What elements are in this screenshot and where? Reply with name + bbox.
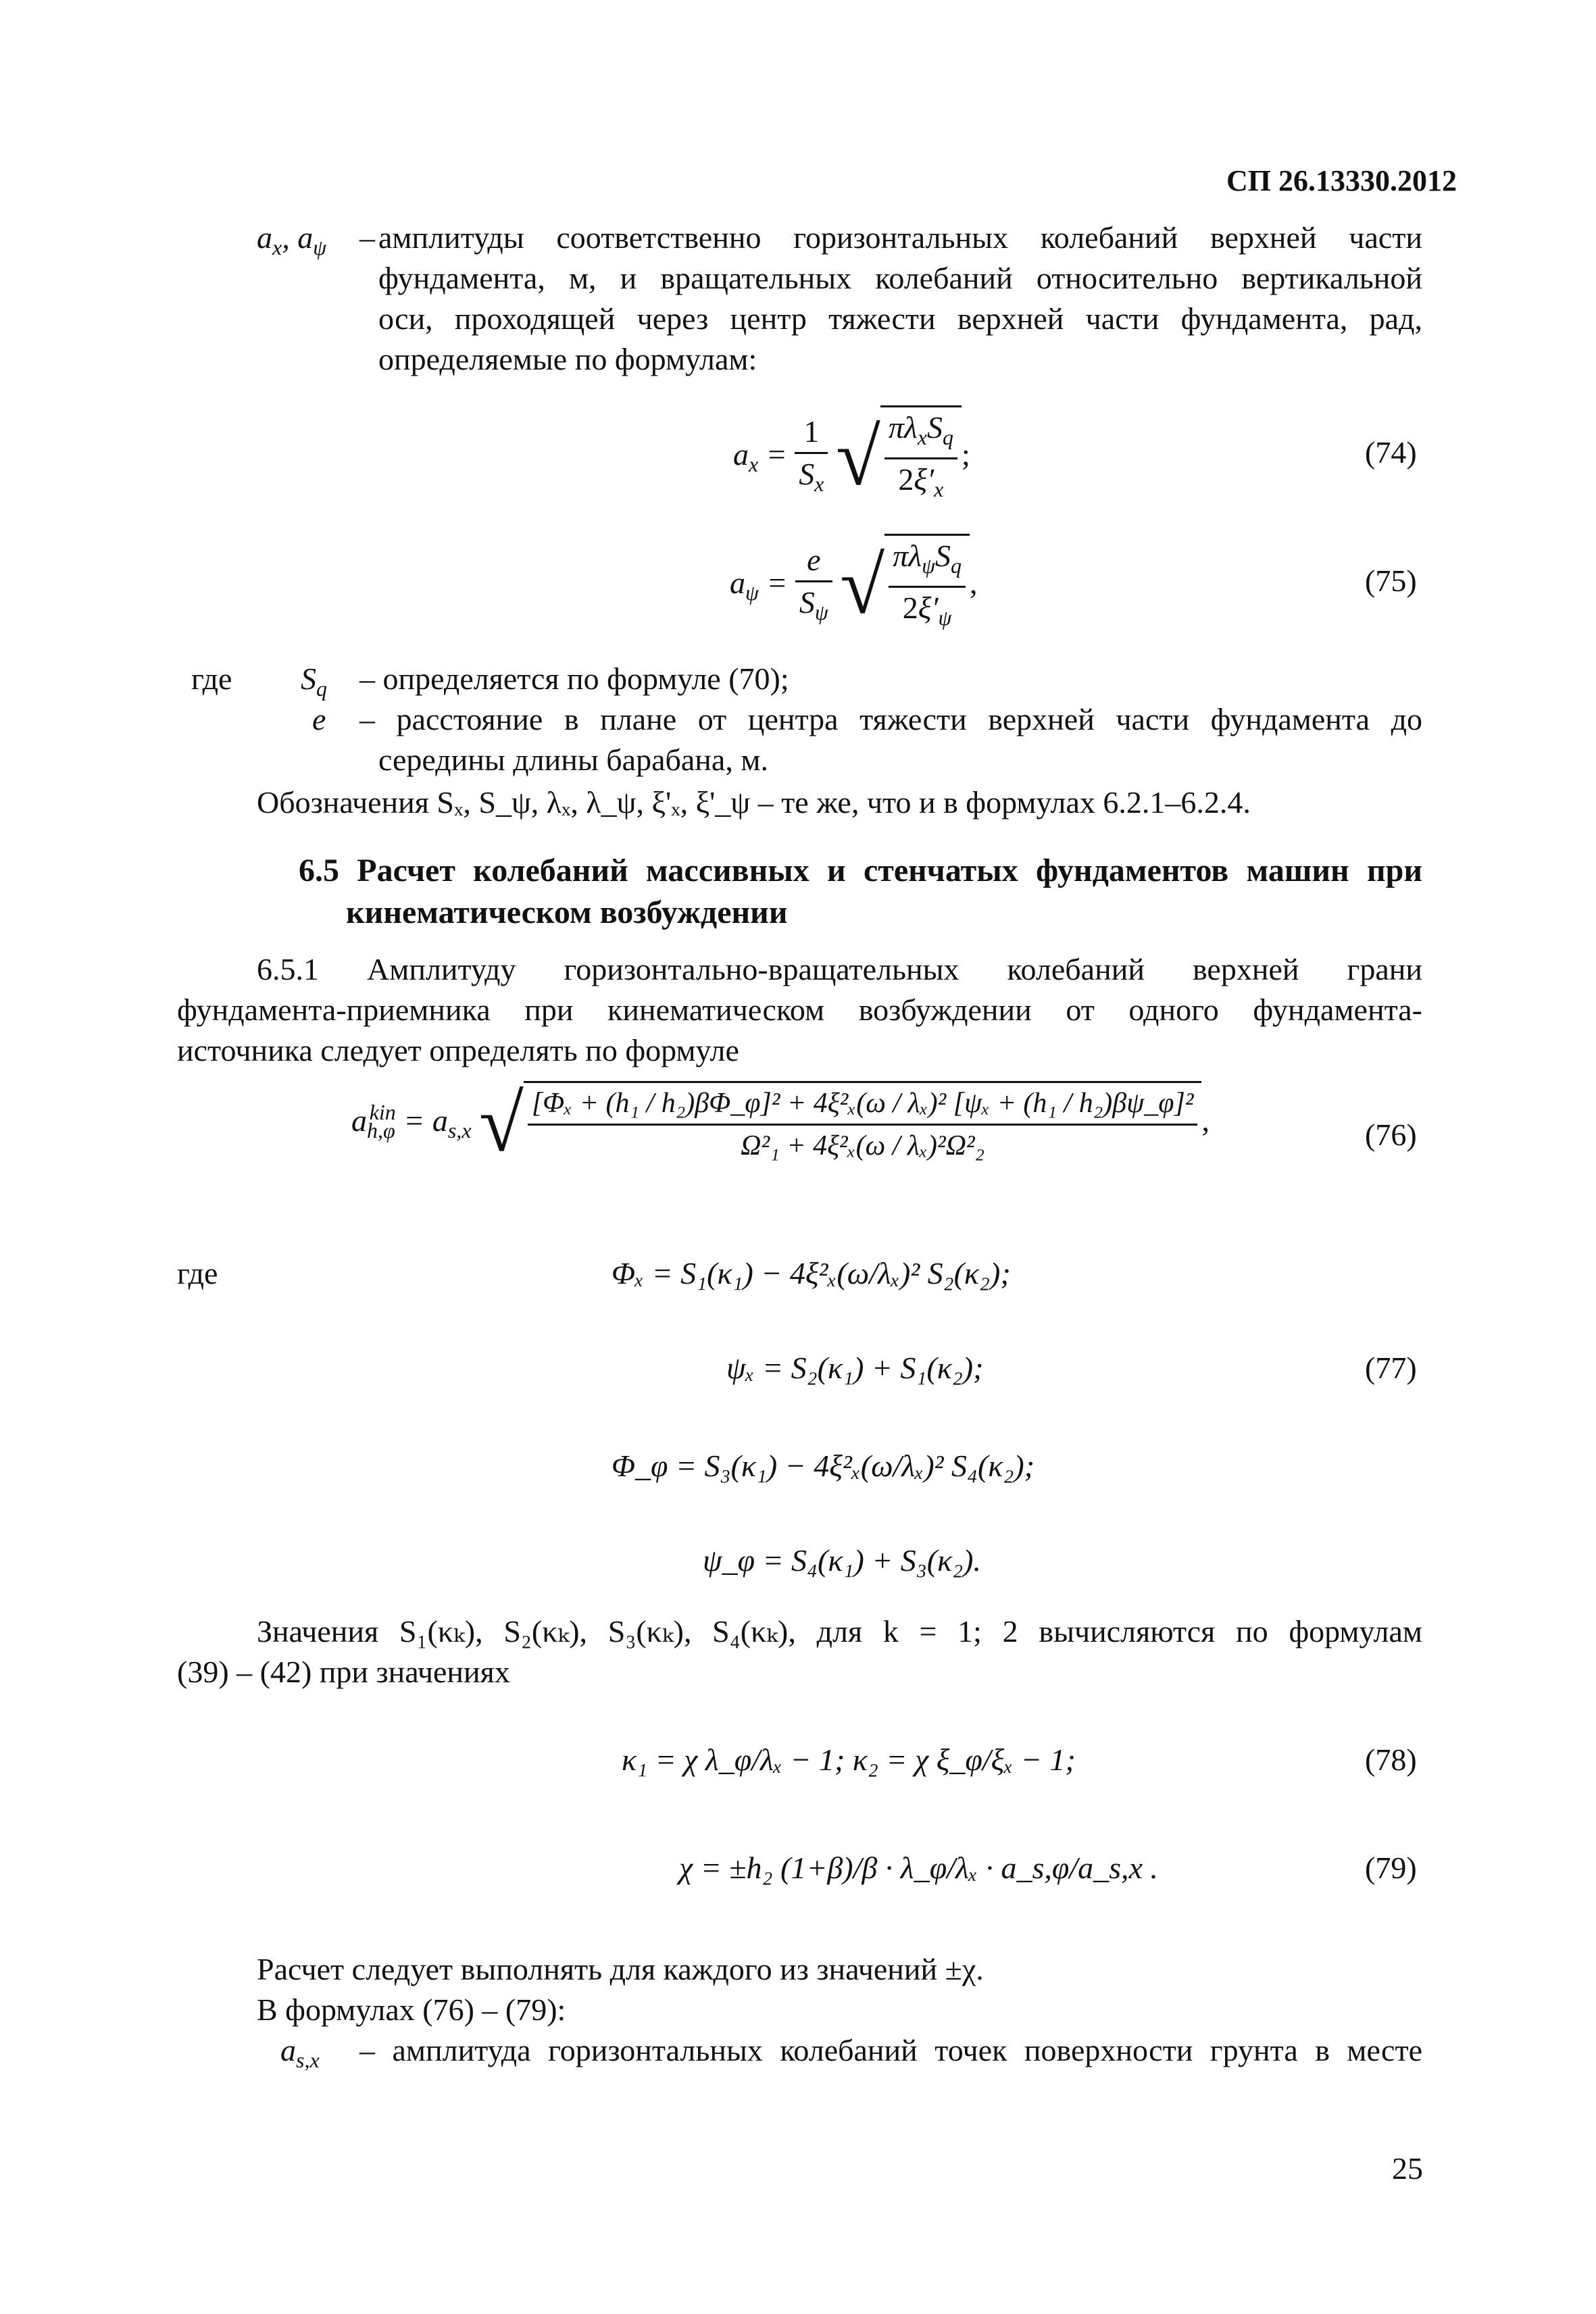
def-a-line2: фундамента, м, и вращательных колебаний относительно вертикальной — [378, 261, 1422, 295]
equation-76-numerator: [Φₓ + (h₁ / h₂)βΦ_φ]² + 4ξ²ₓ(ω / λₓ)² [ψₓ + (h₁ / h₂)βψ_φ]² — [528, 1083, 1198, 1126]
sq-symbol: $S_q$ — [301, 661, 327, 701]
section-heading-line2: кинематическом возбуждении — [346, 895, 788, 930]
formulas-note: В формулах (76) – (79): — [257, 1992, 566, 2027]
e-definition-line2: середины длины барабана, м. — [378, 743, 768, 777]
def-a-line3: оси, проходящей через центр тяжести верхней части фундамента, рад, — [378, 301, 1422, 336]
p651-line1: 6.5.1 Амплитуду горизонтально-вращательных колебаний верхней грани — [257, 952, 1422, 986]
values-line2: (39) – (42) при значениях — [177, 1655, 510, 1689]
equation-74: $a_x$ = $\frac{1}{S_x}$ √ $\frac{\pi\lambda_xS_q}{2\xi'_x}$ ; — [733, 405, 970, 509]
where-label-1: где — [191, 661, 232, 696]
def-a-line4: определяемые по формулам: — [378, 342, 757, 376]
equation-76: $a_{h,\varphi}^{kin} = a_{s,x}$ √ $\frac{\text{[Φₓ + (h₁ / h₂)βΦ\_φ]² + 4ξ²ₓ(ω / λₓ)² [ψₓ + (h₁ / h₂)βψ\_φ]²}}{\text{Ω²₁ + 4ξ²ₓ(ω / λₓ)²Ω²₂}}$ , — [351, 1078, 1210, 1168]
def-a-line1: амплитуды соответственно горизонтальных колебаний верхней части — [378, 220, 1422, 255]
sq-definition: – определяется по формуле (70); — [359, 661, 789, 696]
e-definition-line1: – расстояние в плане от центра тяжести верхней части фундамента до — [359, 702, 1422, 736]
p651-line2: фундамента-приемника при кинематическом возбуждении от одного фундамента- — [177, 992, 1422, 1027]
asx-symbol: $a_{s,x}$ — [280, 2033, 320, 2073]
equation-76-number: (76) — [1365, 1117, 1417, 1152]
equation-76-tail: , — [1201, 1103, 1210, 1138]
equation-77-line1: Φₓ = S₁(κ₁) − 4ξ²ₓ(ω/λₓ)² S₂(κ₂); — [612, 1256, 1011, 1290]
asx-definition: – амплитуда горизонтальных колебаний точек поверхности грунта в месте — [359, 2033, 1422, 2067]
equation-75-number: (75) — [1365, 563, 1417, 598]
def-a-dash: – — [359, 220, 375, 255]
p651-line3: источника следует определять по формуле — [177, 1033, 739, 1067]
def-a-symbol: $a_x$, $a_\psi$ — [257, 220, 327, 260]
section-heading-line1: 6.5 Расчет колебаний массивных и стенчатых фундаментов машин при — [299, 853, 1422, 888]
equation-77-line2: ψₓ = S₂(κ₁) + S₁(κ₂); — [726, 1351, 984, 1385]
page-number: 25 — [1392, 2151, 1423, 2186]
equation-76-denominator: Ω²₁ + 4ξ²ₓ(ω / λₓ)²Ω²₂ — [741, 1130, 985, 1161]
notation-line: Обозначения Sₓ, S_ψ, λₓ, λ_ψ, ξ'ₓ, ξ'_ψ – те же, что и в формулах 6.2.1–6.2.4. — [257, 785, 1251, 820]
where-label-2: где — [177, 1256, 218, 1290]
document-code: СП 26.13330.2012 — [1226, 164, 1457, 197]
equation-79-number: (79) — [1365, 1851, 1417, 1885]
e-symbol: e — [312, 702, 326, 736]
equation-77-line4: ψ_φ = S₄(κ₁) + S₃(κ₂). — [703, 1543, 982, 1578]
equation-78: κ₁ = χ λ_φ/λₓ − 1; κ₂ = χ ξ_φ/ξₓ − 1; — [622, 1742, 1076, 1777]
calc-note: Расчет следует выполнять для каждого из значений ±χ. — [257, 1952, 984, 1986]
equation-74-number: (74) — [1365, 435, 1417, 470]
equation-79: χ = ±h₂ (1+β)/β · λ_φ/λₓ · a_s,φ/a_s,x . — [679, 1851, 1158, 1885]
values-line1: Значения S₁(κₖ), S₂(κₖ), S₃(κₖ), S₄(κₖ), для k = 1; 2 вычисляются по формулам — [257, 1614, 1422, 1649]
equation-77-line3: Φ_φ = S₃(κ₁) − 4ξ²ₓ(ω/λₓ)² S₄(κ₂); — [612, 1449, 1035, 1483]
equation-75: $a_\psi$ = $\frac{e}{S_\psi}$ √ $\frac{\pi\lambda_\psi S_q}{2\xi'_\psi}$ , — [730, 534, 978, 638]
equation-77-number: (77) — [1365, 1351, 1417, 1385]
equation-78-number: (78) — [1365, 1742, 1417, 1777]
